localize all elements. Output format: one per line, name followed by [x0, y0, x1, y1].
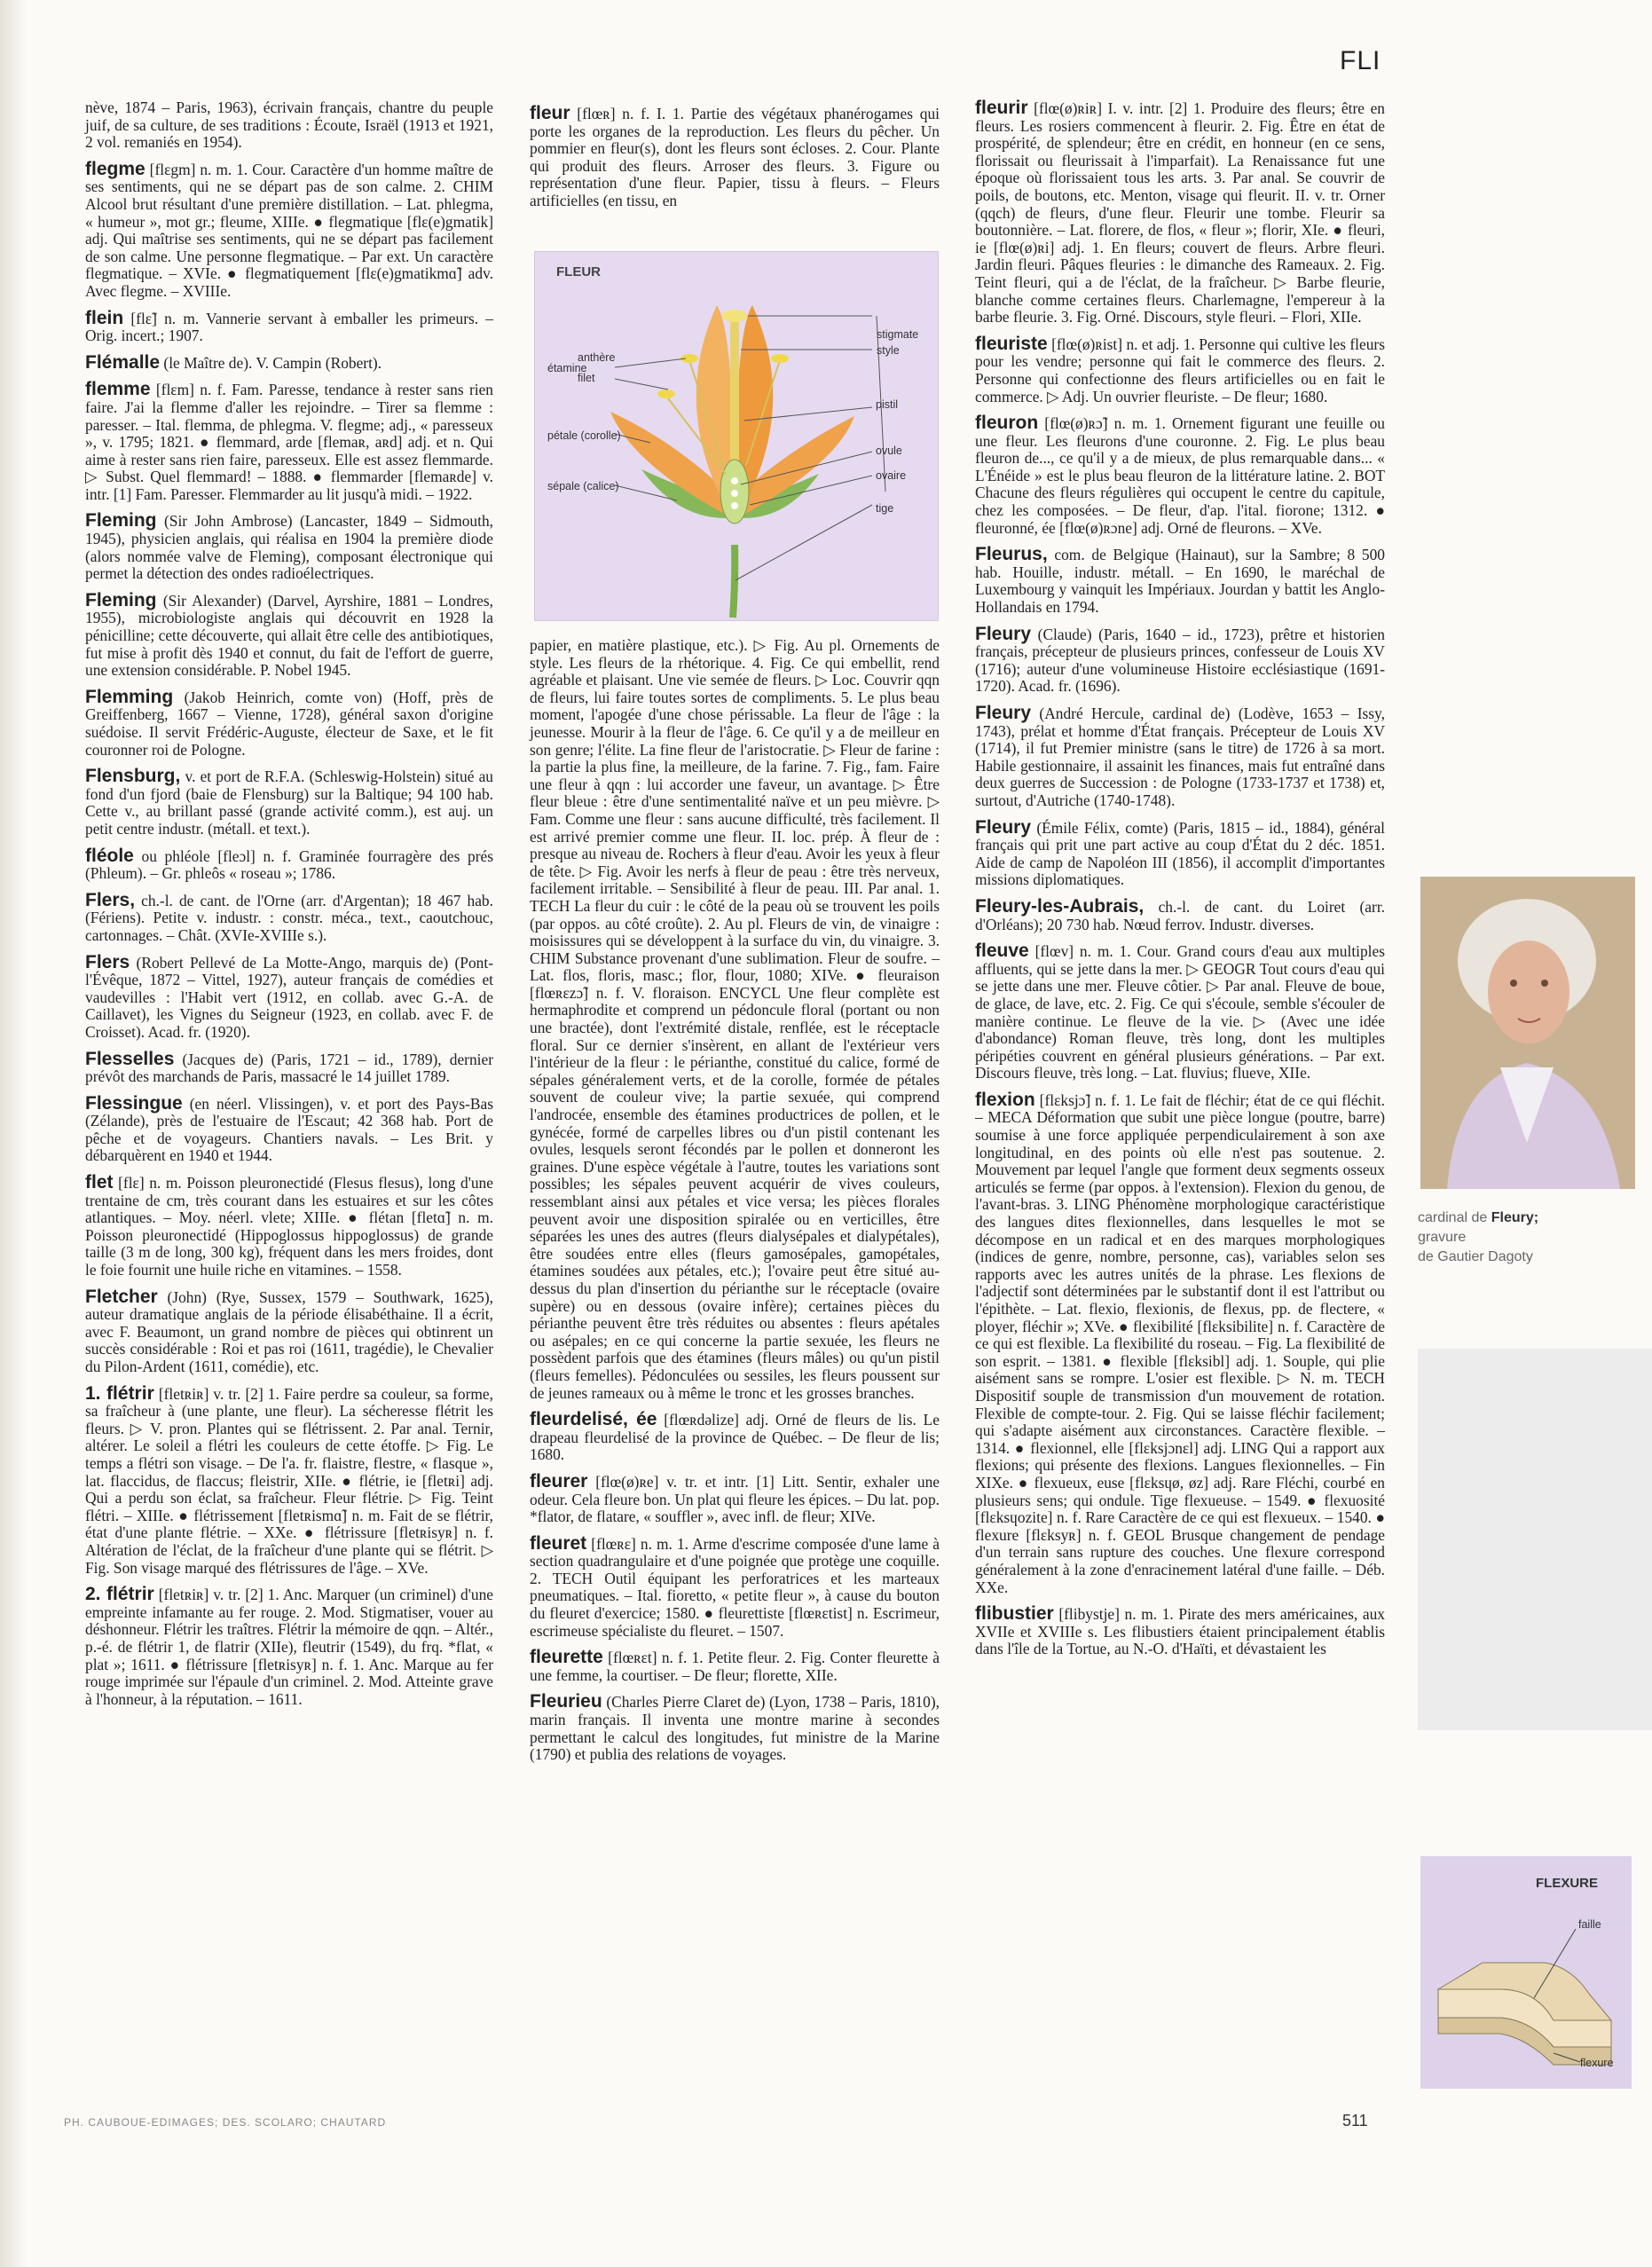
entry-headword: Fleury-les-Aubrais, [975, 895, 1145, 917]
entry-body: papier, en matière plastique, etc.). ▷ Fig. Au pl. Ornements de style. Les fleurs de la rhétorique. 4. Fig. Ce qui embellit, rend agréable et plaisant. Une vie semée de fleurs. ▷ Loc. Couvrir qqn de fleurs, lui faire toutes sortes de compliments. 5. Le plus beau moment, l'apogée d'une chose périssable. La fleur de l'âge : la jeunesse. Mourir à la fleur de l'âge. 6. Ce qu'il y a de meilleur en son genre; l'élite. La fine fleur de l'aristocratie. ▷ Fleur de farine : la partie la plus fine, la meilleure, de la farine. 7. Fig., fam. Faire une fleur à qqn : lui accorder une faveur, un avantage. ▷ Être fleur bleue : être d'une sentimentalité naïve et un peu mièvre. ▷ Fam. Comme une fleur : sans aucune difficulté, très facilement. Il est arrivé premier comme une fleur. II. loc. prép. À fleur de : presque au niveau de. Rochers à fleur d'eau. Avoir les yeux à fleur de tête. ▷ Fig. Avoir les nerfs à fleur de peau : être très nerveux, facilement irritable. – Sensibilité à fleur de peau. III. Par anal. 1. TECH La fleur du cuir : le côté de la peau où se trouvent les poils (par oppos. au côté croûte). 2. Au pl. Fleurs de vin, de vinaigre : moisissures qui se développent à la surface du vin, du vinaigre. 3. CHIM Substance provenant d'une sublimation. Fleur de soufre. – Lat. flos, floris, masc.; flor, flour, 1080; XIVe. ● fleuraison [flœʀɛzɔ̃] n. f. V. floraison. ENCYCL Une fleur complète est hermaphrodite et comprend un pédoncule floral (portant ou non une bractée), dont l'extrémité distale, renflée, est le réceptacle floral. Sur ce dernier s'insèrent, en allant de l'extérieur vers l'intérieur de la fleur : le périanthe, constitué du calice, formé de sépales généralement verts, et de la corolle, formée de pétales souvent de couleur vive; la partie sexuée, qui comprend l'androcée, ensemble des étamines productrices de pollen, et le gynécée, formé de carpelles libres ou d'un pistil contenant les ovules, lesquels seront fécondés par le pollen et donneront les graines. D'une espèce végétale à l'autre, toutes les variations sont possibles; les sépales peuvent acquérir de vives couleurs, ressemblant ainsi aux pétales et vice versa; les pièces florales peuvent avoir une disposition spiralée ou en verticilles, être séparées les unes des autres (fleurs dialysépales et dialypétales), être soudées entre elles (fleurs gamosépales, gamopétales, étamines soudées aux pétales, etc.); l'ovaire peut être situé au-dessus du plan d'insertion du périanthe sur le réceptacle (ovaire supère) ou en dessous (ovaire infère); certaines pièces du périanthe peuvent être très réduites ou absentes : fleurs apétales ou asépales; en ce qui concerne la partie sexuée, les fleurs ne possèdent parfois que des étamines (fleurs mâles) ou qu'un pistil (fleurs femelles). Pédonculées ou sessiles, les fleurs poussent sur de jeunes rameaux ou à même le tronc et les grosses branches. [530, 636, 940, 1402]
dictionary-entry [975, 816, 1385, 889]
entry-headword: fleurette [530, 1647, 603, 1668]
flower-diagram [534, 251, 939, 621]
entry-body: (Robert Pellevé de La Motte-Ango, marquis de) (Pont-l'Évêque, 1872 – Vittel, 1927), auteur français de comédies et vaudevilles : l'Habit vert (1912, en collab. avec G.-A. de Caillavet), les Vignes du Seigneur (1923, en collab. avec F. de Croisset). Acad. fr. (1920). [85, 953, 493, 1041]
caption-name: Fleury; [1491, 1210, 1539, 1225]
dictionary-entry [85, 1288, 493, 1376]
label-filet: filet [578, 372, 595, 384]
entry-headword: fleuriste [975, 333, 1048, 354]
dictionary-entry [85, 1586, 493, 1708]
dictionary-entry [85, 686, 493, 759]
ovule-shape [731, 490, 738, 497]
dictionary-entry [85, 381, 493, 503]
dictionary-entry [85, 1382, 493, 1578]
stem-shape [733, 545, 735, 618]
entry-body: (Sir John Ambrose) (Lancaster, 1849 – Sidmouth, 1945), physicien anglais, qui réalisa en 1904 la première diode (alors nommée valve de Fleming), composant électronique qui permet la détection des ondes radioélectriques. [85, 512, 493, 583]
portrait-cardinal-fleury [1420, 877, 1635, 1189]
caption-prefix: cardinal de [1418, 1210, 1488, 1225]
figure-title: FLEUR [556, 264, 601, 279]
dictionary-entry [975, 1605, 1385, 1658]
entry-body: (en néerl. Vlissingen), v. et port des Pays-Bas (Zélande), près de l'estuaire de l'Escaut; 42 368 hab. Port de pêche et de voyageurs. Chantiers navals. – Les Brit. y débarquèrent en 1940 et 1944. [85, 1094, 493, 1165]
entry-body: (Jacques de) (Paris, 1721 – id., 1789), dernier prévôt des marchands de Paris, massacré le 14 juillet 1789. [85, 1050, 493, 1086]
entry-body: (Jakob Heinrich, comte von) (Hoff, près de Greiffenberg, 1667 – Vienne, 1728), général saxon d'origine suédoise. Il servit Frédéric-Auguste, électeur de Saxe, et le fit couronner roi de Pologne. [85, 688, 493, 759]
entry-body: [flœ(ø)ʀe] v. tr. et intr. [1] Litt. Sentir, exhaler une odeur. Cela fleure bon. Un plat qui fleure les épices. – Du lat. pop. *flator, de flatare, « souffler », avec infl. de fleur; XIVe. [530, 1472, 940, 1526]
entry-body: ch.-l. de cant. du Loiret (arr. d'Orléans); 20 730 hab. Nœud ferrov. Industr. diverses. [975, 897, 1385, 933]
dictionary-entry [85, 512, 493, 582]
entry-headword: Fleury [975, 623, 1032, 644]
entry-headword: fleur [530, 103, 570, 123]
label-pistil: pistil [876, 398, 899, 411]
entry-body: [flɛ̃] n. m. Vannerie servant à emballer les primeurs. – Orig. incert.; 1907. [85, 309, 493, 345]
entry-body: [flɛ] n. m. Poisson pleuronectidé (Flesus flesus), long d'une trentaine de cm, très courant dans les estuaires et sur les côtes atlantiques. – Moy. néerl. vlete; XIIIe. ● flétan [fletɑ̃] n. m. Poisson pleuronectidé (Hippoglossus hippoglossus) de grande taille (3 m de long, 300 kg), fréquent dans les mers froides, dont le foie fournit une huile riche en vitamines. – 1558. [85, 1174, 493, 1279]
entry-headword: Flesselles [85, 1048, 175, 1069]
dictionary-entry [975, 942, 1385, 1082]
label-petale: pétale (corolle) [547, 429, 621, 442]
entry-headword: Fleming [85, 589, 157, 610]
entry-body: (John) (Rye, Sussex, 1579 – Southwark, 1625), auteur dramatique anglais de la période élisabéthaine. Il a écrit, avec F. Beaumont, un grand nombre de pièces qui obtinrent un succès considérable : Roi et pas roi (1611, tragédie), le Chevalier du Pilon-Ardent (1611, comédie), etc. [85, 1287, 493, 1375]
dictionary-entry [975, 335, 1385, 405]
label-flexure: flexure [1580, 2057, 1614, 2069]
entry-body: (le Maître de). V. Campin (Robert). [163, 353, 382, 372]
entry-headword: flein [85, 307, 124, 328]
entry-headword: flegme [85, 158, 146, 179]
entry-headword: fleuve [975, 941, 1029, 962]
label-faille: faille [1578, 1918, 1601, 1931]
flexure-diagram [1420, 1856, 1632, 2089]
dictionary-entry [975, 895, 1385, 933]
label-style: style [877, 344, 900, 357]
entry-headword: flibustier [975, 1603, 1054, 1625]
entry-headword: Flémalle [85, 351, 161, 373]
dictionary-entry [530, 1411, 940, 1464]
stigma-shape [722, 310, 747, 322]
entry-headword: Fleury [975, 816, 1032, 838]
flexure-illustration [1420, 1856, 1632, 2089]
dictionary-entry [85, 351, 493, 373]
entry-body: [fletʀiʀ] v. tr. [2] 1. Faire perdre sa couleur, sa forme, sa fraîcheur à (une plante, une fleur). La sécheresse flétrit les fleurs. ▷ V. pron. Plantes qui se flétrissent. 2. Par anal. Ternir, altérer. Le soleil a flétri les couleurs de cette étoffe. ▷ Fig. Le temps a flétri son visage. – De l'a. fr. flaistre, flestre, « flasque », lat. flaccidus, de flaccus; fleistrir, XIIe. ● flétrie, ie [fletʀi] adj. Qui a perdu son éclat, sa fraîcheur. Fleur flétrie. ▷ Fig. Teint flétri. – XIIIe. ● flétrissement [fletʀismɑ̃] n. m. Fait de se flétrir, état d'une plante flétrie. – XXe. ● flétrissure [fletʀisyʀ] n. f. Altération de l'éclat, de la fraîcheur d'une plante qui se flétrit. ▷ Fig. Son visage marqué des flétrissures de l'âge. – XVe. [85, 1384, 493, 1577]
column-2 [530, 105, 940, 219]
dictionary-entry [85, 99, 493, 152]
entry-headword: Flensburg, [85, 766, 181, 787]
entry-body: [flɛm] n. f. Fam. Paresse, tendance à rester sans rien faire. J'ai la flemme d'aller les rejoindre. – Tirer sa flemme : paresser. – Ital. flemma, de phlegma. V. flegme; adj., « paresseux », v. 1795; 1821. ● flemmard, arde [flemaʀ, aʀd] adj. et n. Qui aime à rester sans rien faire, paresseux. Elle est assez flemmarde. ▷ Subst. Quel flemmard! – 1888. ● flemmarder [flemaʀde] v. intr. [1] Fam. Paresser. Flemmarder au lit jusqu'à midi. – 1922. [85, 381, 493, 503]
entry-headword: Fleming [85, 510, 157, 531]
entry-body: (Claude) (Paris, 1640 – id., 1723), prêtre et historien français, précepteur de plusieurs princes, confesseur de Louis XV (1716); auteur d'une volumineuse Histoire ecclésiastique (1691-1720). Acad. fr. (1696). [975, 625, 1385, 696]
running-head: FLI [1340, 46, 1381, 75]
dictionary-entry [975, 414, 1385, 537]
dictionary-entry [85, 158, 493, 301]
label-anthere: anthère [578, 351, 616, 364]
entry-body: [flœʀɛ] n. m. 1. Arme d'escrime composée d'une lame à section quadrangulaire et d'une poignée que protège une coquille. 2. TECH Outil équipant les perforatrices et les marteaux pneumatiques. – Ital. fioretto, « petite fleur », à cause du bouton du fleuret d'exercice; 1580. ● fleurettiste [flœʀɛtist] n. Escrimeur, escrimeuse spécialiste du fleuret. – 1507. [530, 1534, 940, 1640]
photo-credit: PH. CAUBOUE-EDIMAGES; DES. SCOLARO; CHAUTARD [64, 2116, 387, 2129]
anther-shape [771, 354, 789, 363]
entry-headword: Fleurieu [530, 1691, 602, 1712]
entry-headword: fleuron [975, 413, 1039, 434]
entry-body: ou phléole [fleɔl] n. f. Graminée fourragère des prés (Phleum). – Gr. phleôs « roseau »; 1786. [85, 846, 494, 883]
entry-body: (André Hercule, cardinal de) (Lodève, 1653 – Issy, 1743), prélat et homme d'État français. Précepteur de Louis XV (1714), il fut Premier ministre (sans le titre) de 1726 à sa mort. Habile gestionnaire, il assainit les finances, mais fut entraîné dans deux guerres de Succession : de Pologne (1733-1737 et 1738) et, surtout, d'Autriche (1740-1748). [975, 705, 1385, 809]
dictionary-entry [530, 105, 940, 210]
dictionary-entry [85, 847, 493, 883]
caption-line-2: gravure [1418, 1230, 1467, 1245]
page-number: 511 [1342, 2112, 1368, 2129]
entry-body: [flœ(ø)ʀɔ̃] n. m. 1. Ornement figurant une feuille ou une fleur. Les fleurons d'une couronne. 2. Fig. Le plus beau fleuron de..., ce qu'il y a de mieux, de plus remarquable dans... « L'Énéide » est le plus beau fleuron de la littérature latine. 2. BOT Chacune des fleurs régulières qui occupent le centre du capitule, chez les composées. – De fleur, d'ap. l'ital. fiorone; 1312. ● fleuronné, ée [flœ(ø)ʀɔne] adj. Orné de fleurons. – XVe. [975, 414, 1385, 537]
entry-body: (Émile Félix, comte) (Paris, 1815 – id., 1884), général français qui prit une part active au coup d'État du 2 déc. 1851. Aide de camp de Napoléon III (1856), il accomplit d'importantes missions diplomatiques. [975, 818, 1385, 889]
dictionary-entry [85, 589, 493, 680]
entry-headword: fleurir [975, 98, 1028, 118]
entry-headword: Flers [85, 951, 130, 972]
entry-headword: fléole [85, 845, 134, 866]
entry-headword: 2. flétrir [85, 1584, 154, 1605]
dictionary-entry [530, 1649, 940, 1684]
entry-headword: Flemming [85, 686, 174, 707]
entry-headword: Flers, [85, 889, 136, 910]
entry-headword: fleurer [530, 1470, 588, 1492]
dictionary-entry [975, 99, 1385, 327]
dictionary-entry [85, 951, 493, 1042]
anther-shape [657, 390, 675, 398]
ovule-shape [731, 477, 738, 484]
page-fold-shadow [0, 0, 27, 2267]
entry-body: (Sir Alexander) (Darvel, Ayrshire, 1881 – Londres, 1955), microbiologiste anglais qui découvrit en 1928 la pénicilline; cette découverte, qui allait être celle des antibiotiques, fut mise à profit dès 1940 et connut, du fait de l'effort de guerre, une extension considérable. P. Nobel 1945. [85, 591, 493, 680]
dictionary-entry [530, 1693, 940, 1763]
entry-body: [flœʀ] n. f. I. 1. Partie des végétaux phanérogames qui porte les organes de la reproduction. Les fleurs du pêcher. Un pommier en fleur(s), dont les fleurs sont écloses. 2. Cour. Plante qui produit des fleurs. Arroser des fleurs. 3. Figure ou représentation d'une fleur. Papier, tissu à fleurs. – Fleurs artificielles (en tissu, en [530, 105, 940, 209]
entry-headword: flexion [975, 1089, 1035, 1110]
column-1 [85, 99, 493, 1717]
entry-headword: flemme [85, 379, 151, 400]
dictionary-entry [85, 1092, 493, 1165]
entry-headword: Fleurus, [975, 544, 1048, 565]
label-etamine: étamine [547, 362, 587, 374]
dictionary-entry [975, 546, 1385, 616]
flexure-title: FLEXURE [1536, 1876, 1599, 1891]
caption-line-3: de Gautier Dagoty [1418, 1249, 1533, 1264]
dictionary-entry [85, 889, 493, 945]
entry-body: [flibystje] n. m. 1. Pirate des mers américaines, aux XVIIe et XVIIIe s. Les flibustiers étaient principalement établis dans l'île de la Tortue, au N.-O. d'Haïti, et dévastaient les [975, 1605, 1385, 1658]
margin-panel [1418, 1349, 1652, 1730]
entry-body: ch.-l. de cant. de l'Orne (arr. d'Argentan); 18 467 hab. (Fériens). Petite v. industr. : constr. méca., text., caoutchouc, cartonnages. – Chât. (XVIe-XVIIIe s.). [85, 891, 493, 944]
column-3 [975, 99, 1385, 1667]
dictionary-entry [85, 1174, 493, 1279]
dictionary-entry [975, 705, 1385, 810]
entry-body: [flɛksjɔ̃] n. f. 1. Le fait de fléchir; état de ce qui fléchit. – MECA Déformation que subit une pièce longue (poutre, barre) soumise à une force appliquée perpendiculairement à son axe longitudinal, en des points où elle n'est pas soutenue. 2. Mouvement par lequel l'angle que forment deux segments osseux articulés se ferme (par oppos. à l'extension). Flexion du genou, de l'avant-bras. 3. LING Phénomène morphologique caractéristique des langues dites flexionnelles, dans lesquelles le mot se décompose en un radical et en des marques morphologiques (indices de genre, nombre, personne, cas), variables selon ses rapports avec les autres unités de la phrase. Les flexions de l'adjectif sont déterminées par le substantif dont il est l'attribut ou l'épithète. – Lat. flexio, flexionis, de flexus, pp. de flectere, « ployer, fléchir »; XVe. ● flexibilité [flɛksibilite] n. f. Caractère de ce qui est flexible. La flexibilité du roseau. – Fig. La flexibilité de son esprit. – 1381. ● flexible [flɛksibl] adj. 1. Souple, qui plie aisément sans se rompre. L'osier est flexible. ▷ N. m. TECH Dispositif souple de transmission d'un mouvement de rotation. Flexible de compte-tour. 2. Fig. Qui se laisse fléchir facilement; qui s'adapte aisément aux circonstances. Caractère flexible. – 1314. ● flexionnel, elle [flɛksjɔnɛl] adj. LING Qui a rapport aux flexions; qui présente des flexions. Langues flexionnelles. – Fin XIXe. ● flexueux, euse [flɛksɥø, øz] adj. Rare Fléchi, courbé en plusieurs sens; qui ondule. Tige flexueuse. – 1549. ● flexuosité [flɛksɥozite] n. f. Rare Caractère de ce qui est flexueux. – 1540. ● flexure [flɛksyʀ] n. f. GEOL Brusque changement de pendage d'un terrain sans rupture des couches. Une flexure correspond généralement à la zone d'enracinement latéral d'une faille. – Déb. XXe. [975, 1090, 1385, 1596]
entry-body: com. de Belgique (Hainaut), sur la Sambre; 8 500 hab. Houille, industr. métall. – En 1690, le maréchal de Luxembourg y vainquit les Impériaux. Jourdan y battit les Anglo-Hollandais en 1794. [975, 546, 1385, 617]
dictionary-entry [85, 307, 493, 345]
dictionary-entry [975, 1091, 1385, 1596]
entry-headword: 1. flétrir [85, 1382, 154, 1404]
entry-headword: Fletcher [85, 1286, 158, 1307]
entry-headword: flet [85, 1172, 114, 1193]
entry-body: nève, 1874 – Paris, 1963), écrivain français, chantre du peuple juif, de sa culture, de ses traditions : Écoute, Israël (1913 et 1921, 2 vol. remaniés en 1954). [85, 98, 493, 152]
label-ovule: ovule [876, 445, 902, 457]
dictionary-entry [975, 623, 1385, 696]
entry-body: [fletʀiʀ] v. tr. [2] 1. Anc. Marquer (un criminel) d'une empreinte infamante au fer rouge. 2. Mod. Stigmatiser, vouer au déshonneur. Flétrir les traîtres. Flétrir la mémoire de qqn. – Altér., p.-é. de flétrir 1, de flatrir (XIIe), fleutrir (1549), du frq. *flat, « plat »; 1611. ● flétrissure [fletʀisyʀ] n. f. 1. Anc. Marque au fer rouge imprimée sur l'épaule d'un criminel. 2. Mod. Atteinte grave à l'honneur, à la réputation. – 1611. [85, 1586, 493, 1708]
entry-body: [flœ(ø)ʀiʀ] I. v. intr. [2] 1. Produire des fleurs; être en fleurs. Les rosiers commencent à fleurir. 2. Fig. Être en état de prospérité, de splendeur; être en crédit, en honneur (en ce sens, florissait ou fleurissait à l'imparfait). La Renaissance fut une époque où florissaient tous les arts. 3. Par anal. Se couvrir de poils, de boutons, etc. Menton, visage qui fleurit. II. v. tr. Orner (qqch) de fleurs, d'une fleur. Fleurir une tombe. Fleurir sa boutonnière. – Lat. florere, de flos, « fleur »; florir, XIe. ● fleuri, ie [flœ(ø)ʀi] adj. 1. En fleurs; couvert de fleurs. Arbre fleuri. Jardin fleuri. Pâques fleuries : le dimanche des Rameaux. 2. Fig. Teint fleuri, qui a de l'éclat, de la fraîcheur. ▷ Barbe fleurie, blanche comme certaines fleurs. Charlemagne, l'empereur à la barbe fleurie. 3. Fig. Orné. Discours, style fleuri. – Flori, XIIe. [975, 99, 1385, 327]
entry-headword: Fleury [975, 703, 1032, 723]
dictionary-entry [530, 1470, 940, 1526]
entry-body: (Charles Pierre Claret de) (Lyon, 1738 – Paris, 1810), marin français. Il inventa une montre marine à secondes permettant le calcul des longitudes, fut ministre de la Marine (1790) et publia des relations de voyages. [530, 1693, 940, 1764]
dictionary-entry [85, 1048, 493, 1086]
label-sepale: sépale (calice) [547, 480, 619, 492]
dictionary-entry [530, 637, 940, 1402]
entry-body: v. et port de R.F.A. (Schleswig-Holstein) situé au fond d'un fjord (baie de Flensburg) sur la Baltique; 94 100 hab. Cette v., au brillant passé (grande activité comm.), est auj. un petit centre industr. (métall. et text.). [85, 767, 493, 838]
entry-body: [flœʀdəlize] adj. Orné de fleurs de lis. Le drapeau fleurdelisé de la province de Québec. – De fleur de lis; 1680. [530, 1411, 940, 1464]
entry-headword: Flessingue [85, 1092, 183, 1114]
style-shape [730, 319, 739, 478]
dictionary-entry [530, 1532, 940, 1641]
column-2-continued [530, 637, 940, 1773]
portrait-caption [1418, 1208, 1538, 1267]
entry-body: [flœ(ø)ʀist] n. et adj. 1. Personne qui cultive les fleurs pour les vendre; personne qui fait le commerce des fleurs. 2. Personne qui confectionne des fleurs artificielles ou en fait le commerce. ▷ Adj. Un ouvrier fleuriste. – De fleur; 1680. [975, 335, 1385, 405]
dictionary-entry [85, 767, 493, 838]
portrait-engraving [1420, 877, 1635, 1189]
label-stigmate: stigmate [877, 328, 919, 341]
entry-body: [flœv] n. m. 1. Cour. Grand cours d'eau aux multiples affluents, qui se jette dans la mer. ▷ GEOGR Tout cours d'eau qui se jette dans une mer. Fleuve côtier. ▷ Par anal. Fleuve de boue, de glace, de lave, etc. 2. Fig. Ce qui s'écoule, semble s'écouler de manière continue. Le fleuve de la vie. ▷ (Avec une idée d'abondance) Roman fleuve, très long, dont les multiples péripéties couvrent en général plusieurs générations. – Par ext. Discours fleuve, très long. – Lat. fluvius; flueve, XIIe. [975, 942, 1385, 1082]
ovule-shape [731, 502, 738, 509]
entry-headword: fleuret [530, 1532, 587, 1554]
entry-body: [flɛgm] n. m. 1. Cour. Caractère d'un homme maître de ses sentiments, qui ne se départ pas de son calme. 2. CHIM Alcool brut résultant d'une première distillation. – Lat. phlegma, « humeur », mot gr.; fleume, XIIIe. ● flegmatique [flɛ(e)gmatik] adj. Qui maîtrise ses sentiments, qui ne se départ pas facilement de son calme. Une personne flegmatique. – Par ext. Un caractère flegmatique. – XVIe. ● flegmatiquement [flɛ(e)gmatikmɑ̃] adv. Avec flegme. – XVIIIe. [85, 160, 493, 300]
entry-body: [flœʀɛt] n. f. 1. Petite fleur. 2. Fig. Conter fleurette à une femme, la courtiser. – De fleur; florette, XIIe. [530, 1649, 940, 1684]
label-tige: tige [876, 502, 894, 515]
entry-headword: fleurdelisé, ée [530, 1409, 657, 1430]
label-ovaire: ovaire [876, 469, 907, 482]
